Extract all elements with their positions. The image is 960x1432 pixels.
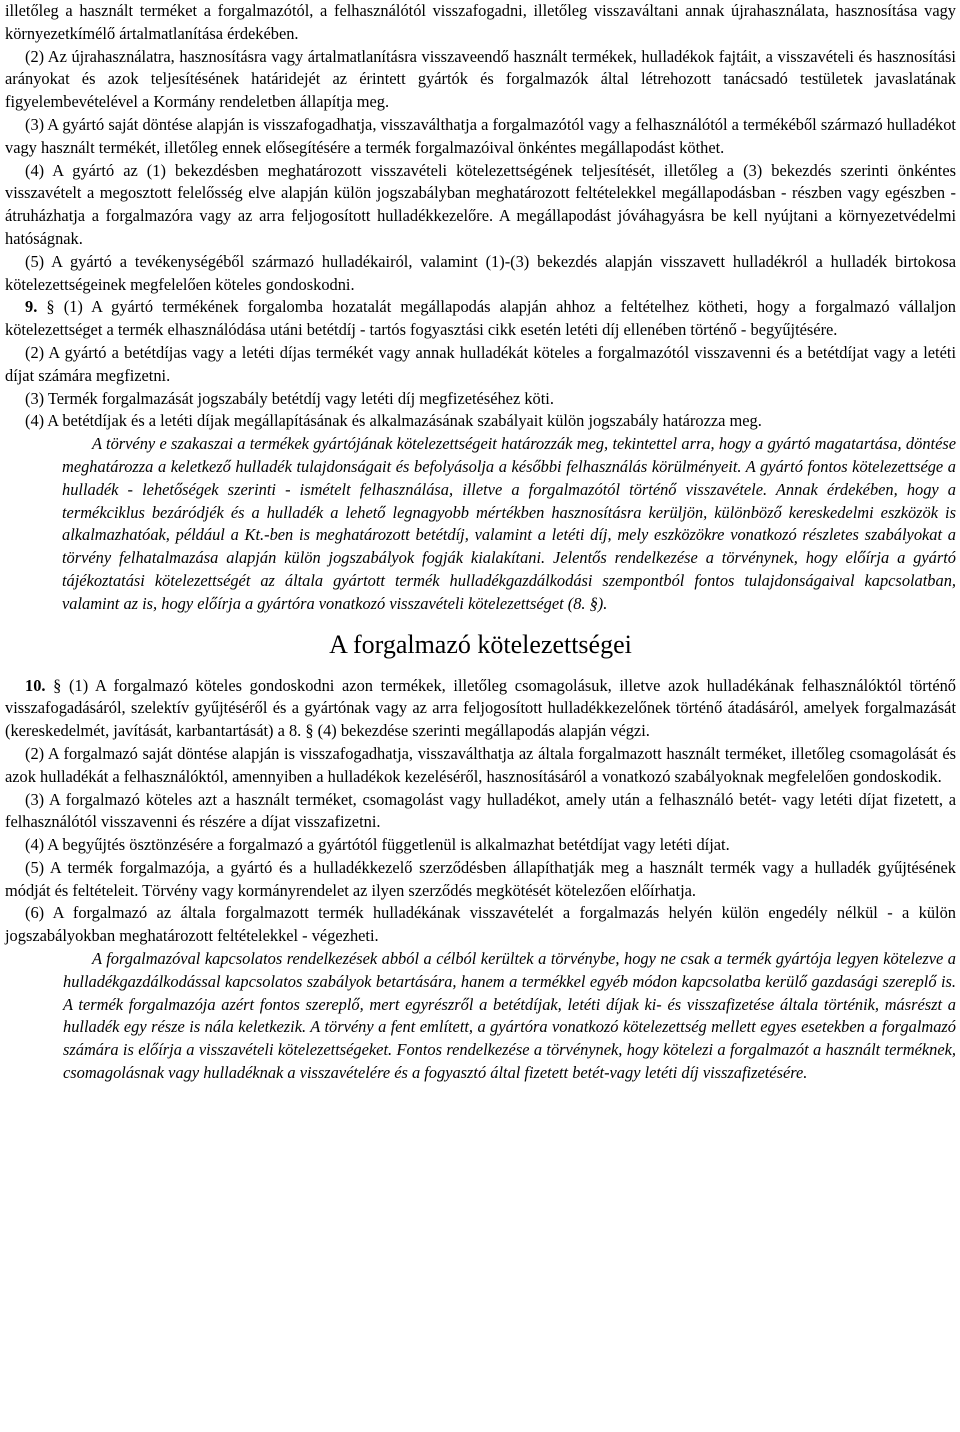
section-heading: A forgalmazó kötelezettségei	[329, 629, 632, 659]
paragraph-8-4: (4) A gyártó az (1) bekezdésben meghatározott visszavételi kötelezettségének teljesítését, illetőleg a (3) bekezdés szerinti önkéntes visszavételt a megosztott felelősség elve alapján külön jogszabályban meghatározott feltételekkel megállapodásban - részben vagy egészben - átruházhatja a forgalmazóra vagy az arra feljogosított hulladékkezelőre. A megállapodást jóváhagyásra be kell nyújtani a környezetvédelmi hatóságnak.	[5, 160, 956, 248]
paragraph-8-5: (5) A gyártó a tevékenységéből származó hulladékairól, valamint (1)-(3) bekezdés alapján visszavett hulladékról a hulladék birtokosa kötelezettségeinek megfelelően köteles gondoskodni.	[5, 251, 956, 294]
section-9-paragraph-2: (2) A gyártó a betétdíjas vagy a letéti díjas termékét vagy annak hulladékát köteles a forgalmazótól visszavenni és a betétdíjat vagy a letéti díjat számára megfizetni.	[5, 342, 956, 385]
section-10-paragraph-1	[5, 675, 956, 743]
commentary-block: A törvény e szakaszai a termékek gyártójának kötelezettségeit határozzák meg, tekintettel arra, hogy a gyártó magatartása, döntése meghatározza a keletkező hulladék tulajdonságait és befolyásolja a későbbi felhasználás körülményeit. A gyártó fontos kötelezettsége a hulladék - lehetőségek szerinti - ismételt felhasználása, illetve a forgalmazótól történő visszavétele. Annak érdekében, hogy a termékciklus bezáródjék és a hulladék a lehető legnagyobb mértékben hasznosításra kerüljön, különböző kereskedelmi eszközök is alkalmazhatóak, például a Kt.-ben is meghatározott betétdíj, valamint a letéti díj, mely eszközökre vonatkozó részletes szabályokat a törvény felhatalmazása alapján külön jogszabályok fogják kialakítani. Jelentős rendelkezése a törvénynek, hogy előírja a gyártó tájékoztatási kötelezettségét az általa gyártott termék hulladékgazdálkodási szempontból fontos tulajdonságaival kapcsolatban, valamint az is, hogy előírja a gyártóra vonatkozó visszavételi kötelezettséget (8. §).	[62, 434, 956, 613]
section-10-paragraph-2: (2) A forgalmazó saját döntése alapján is visszafogadhatja, visszaválthatja az általa forgalmazott használt terméket, illetőleg csomagolását és azok hulladékát a felhasználóktól, amennyiben a hulladékok kezeléséről, hasznosításáról a vonatkozó szabályoknak megfelelően gondoskodik.	[5, 743, 956, 786]
section-10-paragraph-3: (3) A forgalmazó köteles azt a használt terméket, csomagolást vagy hulladékot, amely után a felhasználó betét- vagy letéti díjat fizetett, a felhasználótól visszavenni és részére a díjat visszafizetni.	[5, 789, 956, 832]
section-10-paragraph-6: (6) A forgalmazó az általa forgalmazott termék hulladékának visszavételét a forgalmazás helyén külön engedély nélkül - a külön jogszabályokban meghatározott feltételekkel - végezheti.	[5, 903, 956, 946]
section-9-paragraph-1	[5, 296, 956, 342]
section-9-paragraph-4: (4) A betétdíjak és a letéti díjak megállapításának és alkalmazásának szabályait külön jogszabály határozza meg.	[25, 411, 762, 431]
paragraph-8-3: (3) A gyártó saját döntése alapján is visszafogadhatja, visszaválthatja a forgalmazótól vagy a felhasználótól a termékéből származó hulladékot vagy használt termékét, illetőleg ennek elősegítésére a termék forgalmazóival önkéntes megállapodást köthet.	[5, 114, 956, 157]
section-number: 9.	[25, 297, 38, 317]
section-10-paragraph-4: (4) A begyűjtés ösztönzésére a forgalmazó a gyártótól függetlenül is alkalmazhat betétdíjat vagy letéti díjat.	[25, 835, 730, 855]
paragraph-continuation: illetőleg a használt terméket a forgalmazótól, a felhasználótól visszafogadni, illetőleg visszaváltani annak újrahasználata, hasznosítása vagy környezetkímélő ártalmatlanítása érdekében.	[5, 1, 956, 43]
section-9-text-1: § (1) A gyártó termékének forgalomba hozatalát megállapodás alapján ahhoz a feltételhez kötheti, hogy a forgalmazó vállaljon kötelezettséget a termék elhasználódása utáni betétdíj - tartós fogyasztási cikk esetén letéti díj ellenében történő - begyűjtésére.	[5, 297, 956, 340]
section-number: 10.	[25, 675, 46, 695]
section-10-paragraph-5: (5) A termék forgalmazója, a gyártó és a hulladékkezelő szerződésben állapíthatják meg a használt termék vagy a hulladék gyűjtésének módját és feltételeit. Törvény vagy kormányrendelet az ilyen szerződés megkötését kötelezően előírhatja.	[5, 857, 956, 900]
paragraph-8-2: (2) Az újrahasználatra, hasznosításra vagy ártalmatlanításra visszaveendő használt termékek, hulladékok fajtáit, a visszavételi és hasznosítási arányokat és azok teljesítésének határidejét az érintett gyártók és forgalmazók által létrehozott tanácsadó testületek javaslatának figyelembevételével a Kormány rendeletben állapítja meg.	[5, 46, 956, 112]
section-9-paragraph-3: (3) Termék forgalmazását jogszabály betétdíj vagy letéti díj megfizetéséhez köti.	[25, 388, 554, 408]
commentary-block: A forgalmazóval kapcsolatos rendelkezések abból a célból kerültek a törvénybe, hogy ne csak a termék gyártója legyen kötelezve a hulladékgazdálkodással kapcsolatos szabályok betartására, hanem a termékkel egyéb módon kapcsolatba kerülő gazdasági szereplő is. A termék forgalmazója azért fontos szereplő, mert egyrészről a betétdíjak, letéti díjak ki- és visszafizetése általa történik, másrészt a hulladék egy része is nála keletkezik. A törvény a fent említett, a gyártóra vonatkozó kötelezettség mellett egyes esetekben a forgalmazó számára is előírja a visszavételi kötelezettségeket. Fontos rendelkezése a törvénynek, hogy kötelezi a forgalmazót a használt terméknek, csomagolásnak vagy hulladéknak a visszavételére és a fogyasztó által fizetett betét-vagy letéti díj visszafizetésére.	[63, 949, 956, 1083]
section-10-text-1: § (1) A forgalmazó köteles gondoskodni azon termékek, illetőleg csomagolásuk, illetve azok hulladékának felhasználóktól történő visszafogadásáról, szelektív gyűjtéséről és a gyártónak vagy az arra feljogosított hulladékkezelőnek történő átadásáról, amelyek forgalmazását (kereskedelmét, javítását, karbantartását) a 8. § (4) bekezdése szerinti megállapodás alapján végzi.	[5, 675, 956, 741]
